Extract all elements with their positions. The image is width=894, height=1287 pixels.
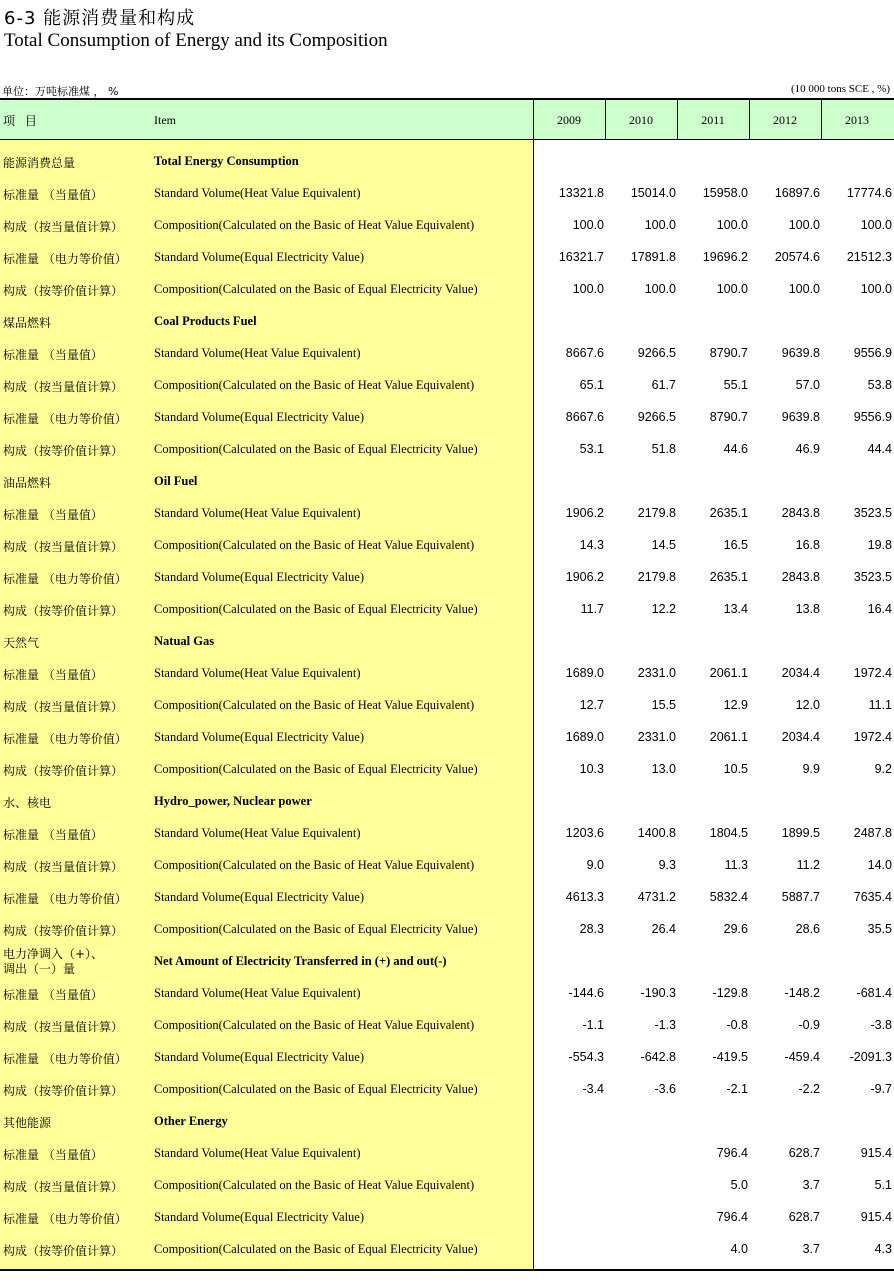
row-label-cn: 构成（按等价值计算） — [3, 1244, 124, 1258]
row-label-en: Composition(Calculated on the Basic of Equal Electricity Value) — [154, 922, 478, 936]
header-item-cn: 项 目 — [3, 114, 40, 128]
value-cell: 15958.0 — [702, 186, 748, 200]
value-cell: 3.7 — [802, 1178, 820, 1192]
value-cell: 13321.8 — [558, 186, 604, 200]
value-cell: 17774.6 — [846, 186, 892, 200]
row-label-cn: 构成（按当量值计算） — [3, 1180, 124, 1194]
section-row — [0, 625, 894, 657]
value-cell: 11.2 — [796, 858, 820, 872]
row-label-cn: 构成（按等价值计算） — [3, 924, 124, 938]
row-label-cn: 构成（按当量值计算） — [3, 380, 124, 394]
value-cell: 13.8 — [795, 602, 820, 616]
row-label-cn: 水、核电 — [3, 796, 52, 810]
value-cell: 16897.6 — [774, 186, 820, 200]
value-cell: 46.9 — [795, 442, 820, 456]
row-label-cn: 标准量 （电力等价值） — [3, 1212, 127, 1226]
value-cell: 11.3 — [724, 858, 748, 872]
value-cell: 14.3 — [579, 538, 604, 552]
header-rule — [0, 139, 894, 140]
row-label-en: Composition(Calculated on the Basic of Heat Value Equivalent) — [154, 378, 475, 392]
table-row — [0, 433, 894, 465]
row-label-cn: 能源消费总量 — [3, 156, 76, 170]
value-cell: 2179.8 — [637, 570, 676, 584]
row-label-en: Standard Volume(Equal Electricity Value) — [154, 250, 365, 264]
value-cell: 8790.7 — [709, 410, 748, 424]
value-cell: 100.0 — [860, 282, 892, 296]
value-cell: 51.8 — [651, 442, 676, 456]
row-label-cn: 电力净调入（+）、调出（一）量 — [3, 947, 104, 976]
page-title-en: Total Consumption of Energy and its Composition — [4, 30, 388, 51]
value-cell: 2843.8 — [781, 506, 820, 520]
value-cell: 4.0 — [730, 1242, 748, 1256]
value-cell: 10.3 — [579, 762, 604, 776]
row-label-cn: 天然气 — [3, 636, 40, 650]
value-cell: 2843.8 — [781, 570, 820, 584]
value-cell: 915.4 — [860, 1146, 892, 1160]
value-cell: 1203.6 — [565, 826, 604, 840]
value-cell: 53.8 — [867, 378, 892, 392]
table-row — [0, 497, 894, 529]
table-row — [0, 849, 894, 881]
value-cell: -419.5 — [712, 1050, 748, 1064]
row-label-en: Composition(Calculated on the Basic of Heat Value Equivalent) — [154, 858, 475, 872]
value-cell: 2635.1 — [709, 570, 748, 584]
row-label-cn: 构成（按等价值计算） — [3, 764, 124, 778]
value-cell: 9266.5 — [637, 410, 676, 424]
row-label-en: Composition(Calculated on the Basic of Equal Electricity Value) — [154, 282, 478, 296]
value-cell: 44.6 — [723, 442, 748, 456]
value-cell: -3.8 — [870, 1018, 892, 1032]
value-cell: 12.7 — [579, 698, 604, 712]
table-row — [0, 561, 894, 593]
value-cell: 29.6 — [723, 922, 748, 936]
row-label-en: Standard Volume(Equal Electricity Value) — [154, 730, 365, 744]
value-cell: 100.0 — [644, 282, 676, 296]
row-label-cn: 构成（按等价值计算） — [3, 284, 124, 298]
value-cell: 12.9 — [723, 698, 748, 712]
row-label-cn: 构成（按等价值计算） — [3, 604, 124, 618]
table-row — [0, 1233, 894, 1265]
value-cell: 9.9 — [802, 762, 820, 776]
value-cell: 5887.7 — [781, 890, 820, 904]
value-cell: 10.5 — [723, 762, 748, 776]
header-year: 2011 — [701, 113, 725, 127]
table-row — [0, 1041, 894, 1073]
value-cell: 628.7 — [788, 1210, 820, 1224]
value-cell: -2.2 — [798, 1082, 820, 1096]
section-row — [0, 145, 894, 177]
value-cell: -0.8 — [726, 1018, 748, 1032]
value-cell: 9266.5 — [637, 346, 676, 360]
row-label-cn: 其他能源 — [3, 1116, 52, 1130]
value-cell: -144.6 — [568, 986, 604, 1000]
row-label-cn: 构成（按等价值计算） — [3, 444, 124, 458]
row-label-cn: 标准量 （当量值） — [3, 348, 103, 362]
table-row — [0, 369, 894, 401]
value-cell: 100.0 — [716, 218, 748, 232]
value-cell: 8790.7 — [709, 346, 748, 360]
row-label-en: Composition(Calculated on the Basic of Equal Electricity Value) — [154, 442, 478, 456]
row-label-cn: 标准量 （当量值） — [3, 828, 103, 842]
value-cell: 13.0 — [651, 762, 676, 776]
value-cell: 28.6 — [795, 922, 820, 936]
unit-label-cn: 单位：万吨标准煤 ， % — [2, 85, 119, 98]
value-cell: -642.8 — [640, 1050, 676, 1064]
value-cell: 1804.5 — [709, 826, 748, 840]
value-cell: 1906.2 — [565, 570, 604, 584]
value-cell: 100.0 — [572, 218, 604, 232]
value-cell: 4613.3 — [565, 890, 604, 904]
row-label-en: Composition(Calculated on the Basic of Equal Electricity Value) — [154, 1242, 478, 1256]
value-cell: 16.8 — [795, 538, 820, 552]
row-label-cn: 标准量 （电力等价值） — [3, 1052, 127, 1066]
row-label-en: Composition(Calculated on the Basic of Heat Value Equivalent) — [154, 1178, 475, 1192]
value-cell: 55.1 — [723, 378, 748, 392]
row-label-en: Coal Products Fuel — [154, 314, 257, 328]
table-row — [0, 817, 894, 849]
value-cell: 16321.7 — [558, 250, 604, 264]
value-cell: 1400.8 — [637, 826, 676, 840]
value-cell: 2061.1 — [709, 730, 748, 744]
value-cell: -9.7 — [870, 1082, 892, 1096]
value-cell: -1.3 — [654, 1018, 676, 1032]
section-row — [0, 785, 894, 817]
value-cell: 12.0 — [795, 698, 820, 712]
value-cell: 8667.6 — [565, 410, 604, 424]
table-row — [0, 273, 894, 305]
row-label-en: Total Energy Consumption — [154, 154, 299, 168]
value-cell: 8667.6 — [565, 346, 604, 360]
table-row — [0, 529, 894, 561]
row-label-cn: 标准量 （当量值） — [3, 988, 103, 1002]
row-label-en: Natual Gas — [154, 634, 215, 648]
value-cell: -0.9 — [798, 1018, 820, 1032]
value-cell: 12.2 — [651, 602, 676, 616]
value-cell: 100.0 — [860, 218, 892, 232]
value-cell: 20574.6 — [774, 250, 820, 264]
row-label-cn: 构成（按当量值计算） — [3, 540, 124, 554]
value-cell: 100.0 — [572, 282, 604, 296]
value-cell: 16.4 — [867, 602, 892, 616]
value-cell: 35.5 — [867, 922, 892, 936]
row-label-en: Composition(Calculated on the Basic of Equal Electricity Value) — [154, 1082, 478, 1096]
row-label-en: Net Amount of Electricity Transferred in (+) and out(-) — [154, 954, 447, 968]
value-cell: 4.3 — [874, 1242, 892, 1256]
table-row — [0, 1169, 894, 1201]
value-cell: 15.5 — [651, 698, 676, 712]
top-rule — [0, 98, 894, 100]
value-cell: 9556.9 — [853, 346, 892, 360]
table-row — [0, 1201, 894, 1233]
row-label-cn: 标准量 （电力等价值） — [3, 412, 127, 426]
value-cell: 2179.8 — [637, 506, 676, 520]
row-label-cn: 构成（按等价值计算） — [3, 1084, 124, 1098]
value-cell: 16.5 — [723, 538, 748, 552]
table-row — [0, 881, 894, 913]
value-cell: 14.0 — [867, 858, 892, 872]
header-year: 2013 — [845, 113, 869, 127]
value-cell: 14.5 — [651, 538, 676, 552]
row-label-en: Standard Volume(Heat Value Equivalent) — [154, 186, 361, 200]
value-cell: -459.4 — [784, 1050, 820, 1064]
value-cell: 796.4 — [716, 1146, 748, 1160]
header-item-en: Item — [154, 113, 176, 127]
row-label-cn: 标准量 （电力等价值） — [3, 732, 127, 746]
section-row — [0, 1105, 894, 1137]
row-label-en: Standard Volume(Equal Electricity Value) — [154, 1050, 365, 1064]
row-label-en: Composition(Calculated on the Basic of Heat Value Equivalent) — [154, 1018, 475, 1032]
value-cell: 1906.2 — [565, 506, 604, 520]
value-cell: -2091.3 — [849, 1050, 892, 1064]
row-label-en: Oil Fuel — [154, 474, 198, 488]
value-cell: 15014.0 — [630, 186, 676, 200]
value-cell: 28.3 — [579, 922, 604, 936]
row-label-cn: 标准量 （当量值） — [3, 508, 103, 522]
value-cell: 61.7 — [651, 378, 676, 392]
row-label-en: Standard Volume(Heat Value Equivalent) — [154, 346, 361, 360]
value-cell: 9639.8 — [781, 410, 820, 424]
row-label-en: Hydro_power, Nuclear power — [154, 794, 312, 808]
row-label-en: Other Energy — [154, 1114, 228, 1128]
value-cell: 44.4 — [867, 442, 892, 456]
row-label-en: Standard Volume(Equal Electricity Value) — [154, 1210, 365, 1224]
row-label-cn: 标准量 （当量值） — [3, 1148, 103, 1162]
value-cell: 1689.0 — [565, 666, 604, 680]
value-cell: 11.1 — [868, 698, 892, 712]
table-row — [0, 689, 894, 721]
value-cell: 1899.5 — [781, 826, 820, 840]
table-row — [0, 401, 894, 433]
value-cell: 5.1 — [874, 1178, 892, 1192]
table-row — [0, 977, 894, 1009]
value-cell: 19.8 — [867, 538, 892, 552]
row-label-en: Standard Volume(Equal Electricity Value) — [154, 890, 365, 904]
value-cell: 796.4 — [716, 1210, 748, 1224]
value-cell: 100.0 — [788, 282, 820, 296]
value-cell: 13.4 — [723, 602, 748, 616]
value-cell: 3523.5 — [853, 506, 892, 520]
value-cell: -2.1 — [726, 1082, 748, 1096]
value-cell: 9.0 — [586, 858, 604, 872]
row-label-cn: 标准量 （当量值） — [3, 188, 103, 202]
value-cell: 1689.0 — [565, 730, 604, 744]
row-label-en: Composition(Calculated on the Basic of Heat Value Equivalent) — [154, 218, 475, 232]
row-label-cn: 油品燃料 — [3, 476, 52, 490]
value-cell: 21512.3 — [846, 250, 892, 264]
table-row — [0, 177, 894, 209]
value-cell: 1972.4 — [853, 730, 892, 744]
row-label-cn: 构成（按当量值计算） — [3, 860, 124, 874]
table-row — [0, 913, 894, 945]
value-cell: 9.3 — [658, 858, 676, 872]
value-cell: 5.0 — [730, 1178, 748, 1192]
value-cell: 3523.5 — [853, 570, 892, 584]
row-label-en: Standard Volume(Heat Value Equivalent) — [154, 506, 361, 520]
value-cell: 26.4 — [651, 922, 676, 936]
value-cell: 2331.0 — [637, 666, 676, 680]
value-cell: -3.4 — [582, 1082, 604, 1096]
value-cell: 1972.4 — [853, 666, 892, 680]
table-row — [0, 657, 894, 689]
value-cell: 100.0 — [788, 218, 820, 232]
table-row — [0, 753, 894, 785]
row-label-en: Standard Volume(Heat Value Equivalent) — [154, 1146, 361, 1160]
row-label-en: Composition(Calculated on the Basic of Equal Electricity Value) — [154, 762, 478, 776]
row-label-cn: 构成（按当量值计算） — [3, 220, 124, 234]
bottom-rule — [0, 1269, 894, 1271]
value-cell: 11.7 — [580, 602, 604, 616]
value-cell: -1.1 — [582, 1018, 604, 1032]
value-cell: -190.3 — [640, 986, 676, 1000]
value-cell: 628.7 — [788, 1146, 820, 1160]
row-label-en: Composition(Calculated on the Basic of Heat Value Equivalent) — [154, 538, 475, 552]
table-row — [0, 1073, 894, 1105]
value-cell: 65.1 — [579, 378, 604, 392]
row-label-en: Composition(Calculated on the Basic of Heat Value Equivalent) — [154, 698, 475, 712]
value-cell: 5832.4 — [709, 890, 748, 904]
table-row — [0, 1137, 894, 1169]
row-label-cn: 标准量 （电力等价值） — [3, 572, 127, 586]
row-label-en: Standard Volume(Heat Value Equivalent) — [154, 826, 361, 840]
value-cell: 17891.8 — [630, 250, 676, 264]
row-label-cn: 标准量 （电力等价值） — [3, 252, 127, 266]
table-row — [0, 721, 894, 753]
value-cell: 3.7 — [802, 1242, 820, 1256]
value-cell: -554.3 — [568, 1050, 604, 1064]
section-row — [0, 945, 894, 977]
table-row — [0, 241, 894, 273]
value-cell: 57.0 — [795, 378, 820, 392]
value-cell: 100.0 — [716, 282, 748, 296]
value-cell: 2061.1 — [709, 666, 748, 680]
value-cell: -681.4 — [856, 986, 892, 1000]
value-cell: 9556.9 — [853, 410, 892, 424]
header-year: 2012 — [773, 113, 797, 127]
value-cell: 4731.2 — [637, 890, 676, 904]
unit-label-en: (10 000 tons SCE , %) — [791, 83, 890, 95]
value-cell: 9.2 — [874, 762, 892, 776]
value-cell: -129.8 — [712, 986, 748, 1000]
section-row — [0, 305, 894, 337]
row-label-en: Standard Volume(Equal Electricity Value) — [154, 410, 365, 424]
row-label-en: Standard Volume(Equal Electricity Value) — [154, 570, 365, 584]
value-cell: -3.6 — [654, 1082, 676, 1096]
value-cell: 2487.8 — [853, 826, 892, 840]
table-row — [0, 209, 894, 241]
table-row — [0, 1009, 894, 1041]
row-label-cn: 标准量 （当量值） — [3, 668, 103, 682]
value-cell: 2331.0 — [637, 730, 676, 744]
value-cell: 19696.2 — [702, 250, 748, 264]
header-year: 2009 — [557, 113, 581, 127]
value-cell: 2635.1 — [709, 506, 748, 520]
row-label-en: Composition(Calculated on the Basic of Equal Electricity Value) — [154, 602, 478, 616]
row-label-cn: 构成（按当量值计算） — [3, 700, 124, 714]
row-label-cn: 标准量 （电力等价值） — [3, 892, 127, 906]
page-title-cn: 6-3 能源消费量和构成 — [4, 8, 196, 29]
value-cell: 2034.4 — [781, 730, 820, 744]
row-label-en: Standard Volume(Heat Value Equivalent) — [154, 666, 361, 680]
value-cell: 2034.4 — [781, 666, 820, 680]
value-cell: -148.2 — [784, 986, 820, 1000]
table-row — [0, 593, 894, 625]
value-cell: 100.0 — [644, 218, 676, 232]
section-row — [0, 465, 894, 497]
value-cell: 915.4 — [860, 1210, 892, 1224]
value-cell: 9639.8 — [781, 346, 820, 360]
row-label-cn: 煤品燃料 — [3, 316, 52, 330]
header-year: 2010 — [629, 113, 653, 127]
row-label-cn: 构成（按当量值计算） — [3, 1020, 124, 1034]
table-row — [0, 337, 894, 369]
value-cell: 53.1 — [579, 442, 604, 456]
row-label-en: Standard Volume(Heat Value Equivalent) — [154, 986, 361, 1000]
value-cell: 7635.4 — [853, 890, 892, 904]
